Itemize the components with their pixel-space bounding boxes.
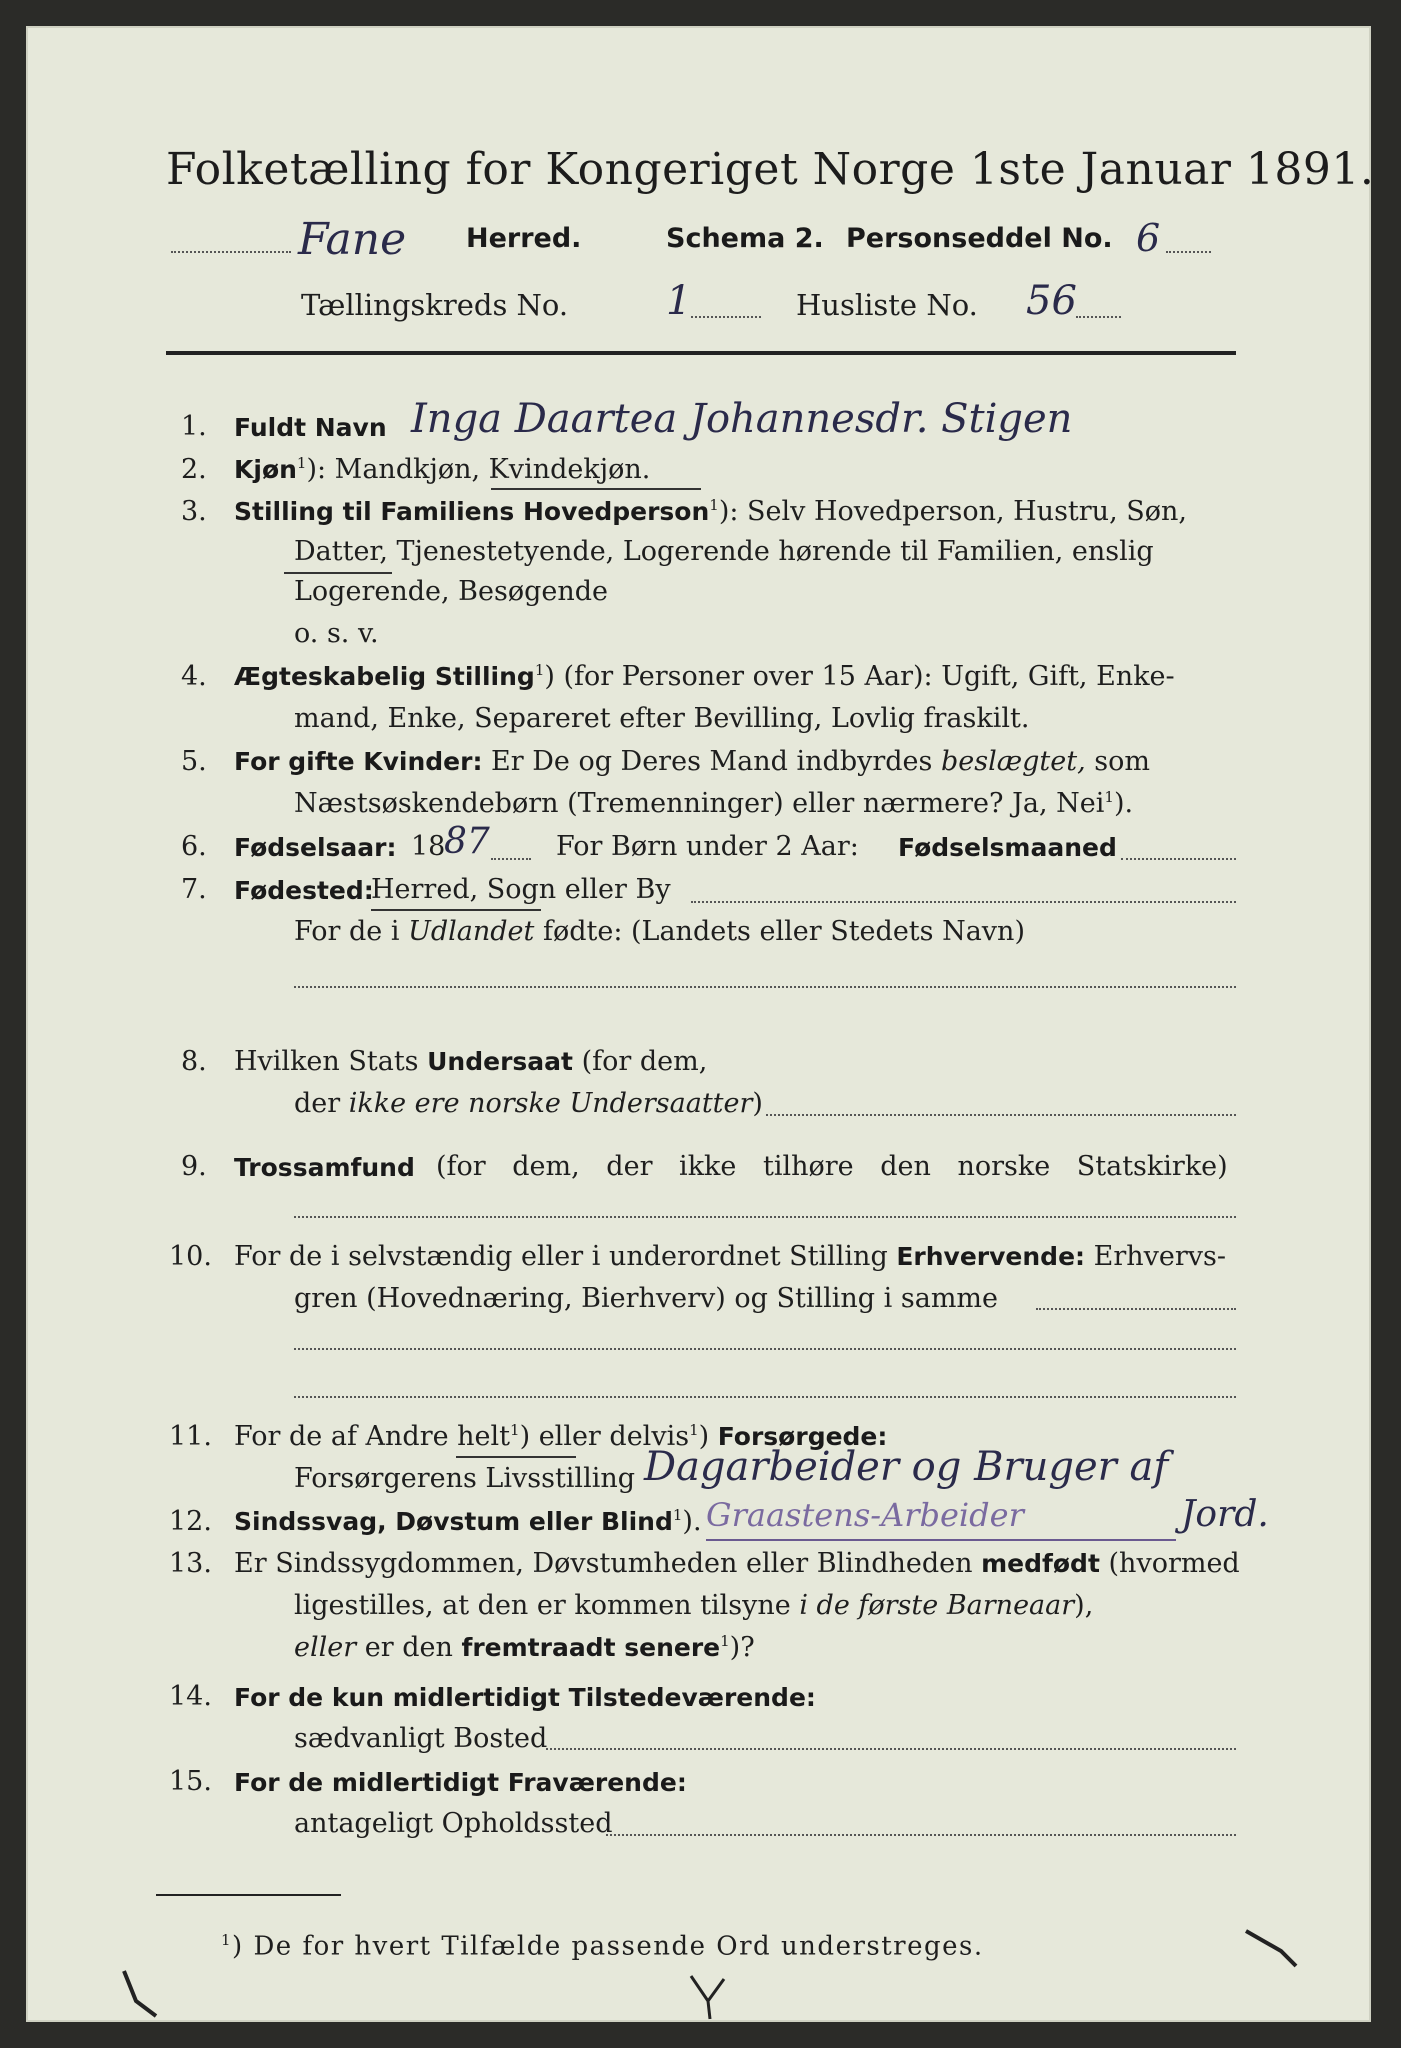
item-10-line2: gren (Hovednæring, Bierhverv) og Stilling i samme [294,1283,999,1314]
item-13-line3d: )? [729,1632,755,1663]
item-5-text-c: som [1094,746,1150,777]
item-8-number: 8. [181,1046,207,1077]
item-11-label: Forsørgede: [717,1422,888,1451]
item-11-text2: eller delvis [538,1421,690,1452]
item-3-underline [284,572,392,574]
item-7-dots [691,901,1236,903]
item-4-sup: 1 [534,661,545,679]
item-8-line2b: ikke ere norske Undersaatter [348,1088,753,1119]
item-13-text1: Er Sindssygdommen, Døvstumheden eller Blindheden [234,1548,973,1579]
husliste-label: Husliste No. [796,288,978,322]
item-3-sup: 1 [709,496,719,514]
item-14-dots [546,1748,1236,1750]
item-11-line1: For de af Andre helt$^1$) eller delvis$^1$) Forsørgede: [234,1421,888,1452]
item-7-number: 7. [181,874,207,905]
item-10-label: Erhvervende: [896,1242,1086,1271]
item-13-label: medfødt [981,1549,1100,1578]
kreds-value: 1 [666,278,692,324]
item-13-number: 13. [169,1548,212,1579]
item-7-line2a: For de i [294,916,400,947]
item-4-number: 4. [181,661,207,692]
item-13-text2: (hvormed [1108,1548,1240,1579]
item-6-dots [491,858,531,860]
item-9-number: 9. [181,1151,207,1182]
footnote-sup: 1 [221,1931,233,1949]
item-15-label: For de midlertidigt Fraværende: [234,1768,687,1797]
item-12-line [234,1506,702,1537]
item-7-blank-dots [294,986,1236,988]
item-10-line1 [234,1241,1226,1272]
herred-label: Herred. [466,223,582,254]
item-5-line2-text: Næstsøskendebørn (Tremenninger) eller nærmere? Ja, Nei [294,788,1105,819]
herred-dots [171,251,291,253]
item-5-text-b: beslægtet, [940,746,1086,777]
item-2-options: ): Mandkjøn, Kvindekjøn. [306,454,651,485]
item-5-line2: Næstsøskendebørn (Tremenninger) eller nærmere? Ja, Nei$^1$). [294,788,1134,819]
personseddel-value: 6 [1136,216,1161,260]
item-10-dots2 [294,1348,1236,1350]
item-8-line2 [294,1088,763,1119]
item-8-text1: Hvilken Stats [234,1046,419,1077]
item-6-number: 6. [181,831,207,862]
item-2-text [234,454,650,485]
kreds-dots [691,316,761,318]
item-13-sup: 1 [720,1632,730,1650]
item-3-number: 3. [181,496,207,527]
item-5-label: For gifte Kvinder: [234,747,483,776]
item-12-text: ). [682,1506,702,1537]
item-5-sup: 1 [1104,788,1114,806]
item-10-dots3 [294,1396,1236,1398]
item-6-text: For Børn under 2 Aar: [556,831,859,862]
item-6-label: Fødselsaar: [234,833,397,862]
item-11-text1: For de af Andre [234,1421,449,1452]
item-13-line3a: eller [294,1632,357,1663]
item-12-sup: 1 [672,1506,683,1524]
item-13-line2b: i de første Barneaar [799,1590,1075,1621]
footnote-text: ) De for hvert Tilfælde passende Ord understreges. [232,1931,984,1962]
item-15-line2: antageligt Opholdssted [294,1808,613,1839]
item-4-line1-text: ) (for Personer over 15 Aar): Ugift, Gift, Enke- [544,661,1175,692]
item-9-dots [294,1216,1236,1218]
item-7-underline [371,909,541,911]
kreds-label: Tællingskreds No. [301,288,569,322]
census-form [26,26,1375,2022]
item-3-line1 [234,496,1187,527]
item-8-dots [766,1114,1236,1116]
item-10-number: 10. [169,1241,212,1272]
item-1-number: 1. [181,411,207,442]
item-4-line2: mand, Enke, Separeret efter Bevilling, Lovlig fraskilt. [294,703,1030,734]
item-15-number: 15. [169,1766,212,1797]
item-11-sup1: 1 [510,1421,520,1439]
form-title: Folketælling for Kongeriget Norge 1ste Januar 1891. [166,144,1375,195]
item-13-line1 [234,1548,1240,1579]
item-11-underline [456,1456,576,1458]
item-2-label: Kjøn [234,455,297,484]
personseddel-dots [1166,251,1211,253]
item-5-number: 5. [181,746,207,777]
item-13-line3b: er den [364,1632,453,1663]
footnote [221,1931,984,1962]
item-4-line1 [234,661,1175,692]
item-8-line1 [234,1046,707,1077]
husliste-dots [1076,316,1121,318]
item-3-line2: Datter, Tjenestetyende, Logerende hørende til Familien, enslig [294,536,1154,567]
item-14-number: 14. [169,1681,212,1712]
item-7-line2 [294,916,1025,947]
item-2-underline [491,488,701,490]
item-8-line2c: ) [752,1088,763,1119]
item-2-sup: 1 [296,454,307,472]
item-15-dots [606,1834,1236,1836]
item-5-line1 [234,746,1150,777]
item-10-text1: For de i selvstændig eller i underordnet Stilling [234,1241,888,1272]
herred-value: Fane [298,214,407,265]
item-11-value1: Dagarbeider og Bruger af [644,1444,1169,1490]
item-12-value: Graastens-Arbeider [706,1496,1024,1534]
item-1-label: Fuldt Navn [234,413,387,442]
item-5-text-a: Er De og Deres Mand indbyrdes [491,746,933,777]
item-11-number: 11. [169,1421,212,1452]
item-6-label2: Fødselsmaaned [898,833,1117,862]
item-11-sup2: 1 [689,1421,699,1439]
item-14-line2: sædvanligt Bosted [294,1723,548,1754]
personseddel-label: Personseddel No. [846,223,1113,254]
item-11-line2: Forsørgerens Livsstilling [294,1463,636,1494]
item-13-line3c: fremtraadt senere [461,1633,721,1662]
item-10-dots1 [1036,1308,1236,1310]
item-8-label: Undersaat [427,1047,573,1076]
item-3-line1-text: ): Selv Hovedperson, Hustru, Søn, [718,496,1187,527]
pen-mark-icon [686,1971,746,2021]
schema-label: Schema 2. [666,223,824,254]
item-12-number: 12. [169,1506,212,1537]
item-10-text2: Erhvervs- [1093,1241,1227,1272]
item-9-text: (for dem, der ikke tilhøre den norske Statskirke) [436,1151,1228,1182]
item-6-prefix: 18 [411,831,446,862]
item-3-line4: o. s. v. [294,618,379,649]
item-4-label: Ægteskabelig Stilling [234,662,535,691]
header-rule [166,351,1236,355]
footnote-rule [156,1894,341,1896]
item-11-value2: Jord. [1181,1494,1269,1535]
item-7-line2c: fødte: (Landets eller Stedets Navn) [542,916,1025,947]
item-14-label: For de kun midlertidigt Tilstedeværende: [234,1683,816,1712]
item-6-month-dots [1121,858,1236,860]
item-8-text2: (for dem, [581,1046,708,1077]
item-3-line3: Logerende, Besøgende [294,576,608,607]
pen-mark-icon-right [1241,1926,1311,1976]
item-1-value: Inga Daartea Johannesdr. Stigen [411,396,1073,442]
item-3-label: Stilling til Familiens Hovedperson [234,497,710,526]
item-8-line2a: der [294,1088,341,1119]
item-7-text: Herred, Sogn eller By [371,874,671,905]
item-13-line3 [294,1632,755,1663]
item-6-value: 87 [444,821,490,862]
item-7-line2b: Udlandet [408,916,535,947]
item-12-label: Sindssvag, Døvstum eller Blind [234,1507,673,1536]
item-2-number: 2. [181,454,207,485]
item-13-line2: ligestilles, at den er kommen tilsyne i de første Barneaar), [294,1590,1094,1621]
item-13-line2a: ligestilles, at den er kommen tilsyne [294,1590,791,1621]
pen-mark-icon-left [116,1961,176,2021]
item-12-underline [706,1539,1176,1541]
item-9-label: Trossamfund [234,1153,415,1182]
item-11-helt: helt [457,1421,511,1452]
husliste-value: 56 [1026,278,1077,324]
item-7-label: Fødested: [234,876,374,905]
